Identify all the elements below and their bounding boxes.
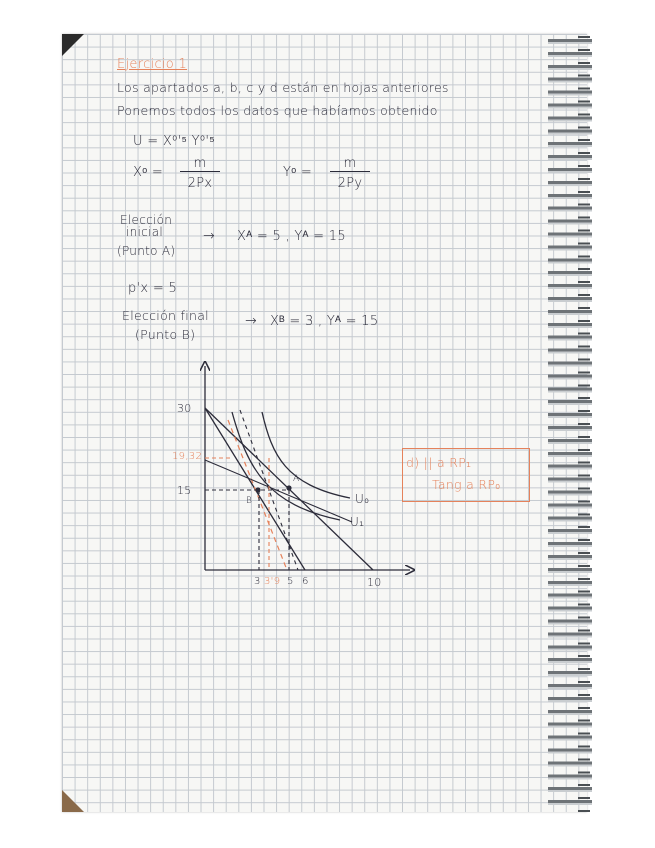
new-price: p'x = 5 [128, 281, 178, 296]
initial-label-2: inicial [126, 225, 163, 239]
x-tick-6: 6 [302, 576, 309, 587]
final-arrow: → [245, 313, 258, 329]
final-label-2: (Punto B) [135, 327, 196, 342]
initial-arrow: → [203, 228, 216, 244]
x-tick-5: 5 [287, 576, 294, 587]
intro-line-2: Ponemos todos los datos que habíamos obtenido [117, 103, 438, 118]
point-b-label: B [246, 496, 253, 506]
point-a-marker [286, 485, 291, 490]
answer-line-2: Tang a RP₀ [432, 477, 501, 492]
demand-y-denominator: 2Py [337, 176, 363, 191]
x-tick-10: 10 [367, 576, 382, 589]
tangent-line-orange-2 [205, 460, 352, 522]
answer-line-1: d) || a RP₁ [406, 455, 472, 470]
demand-y-numerator: m [343, 156, 357, 171]
y-tick-30: 30 [177, 402, 192, 415]
final-values: Xᴮ = 3 , Yᴬ = 15 [270, 314, 379, 329]
utility-function: U = X⁰'⁵ Y⁰'⁵ [133, 134, 215, 149]
x-tick-3: 3 [254, 576, 261, 587]
initial-label-3: (Punto A) [117, 244, 176, 258]
point-a-label: A [293, 474, 300, 484]
y-tick-19-32: 19,32 [172, 451, 203, 462]
exercise-title: Ejercicio 1 [117, 57, 188, 72]
intro-line-1: Los apartados a, b, c y d están en hojas anteriores [117, 80, 449, 95]
x-tick-3-9: 3'9 [264, 576, 281, 587]
initial-label-1: Elección [120, 213, 173, 227]
demand-y-lhs: Yᵒ = [283, 165, 313, 180]
indifference-curve-u0 [262, 412, 350, 498]
demand-x-denominator: 2Px [187, 176, 213, 191]
initial-values: Xᴬ = 5 , Yᴬ = 15 [237, 229, 346, 244]
point-b-marker [255, 487, 260, 492]
y-tick-15: 15 [177, 484, 192, 497]
curve-u1-label: U₁ [350, 515, 365, 529]
demand-x-numerator: m [193, 156, 207, 171]
demand-x-lhs: Xᵒ = [133, 165, 164, 180]
final-label-1: Elección final [122, 308, 209, 323]
curve-u0-label: U₀ [355, 492, 370, 506]
